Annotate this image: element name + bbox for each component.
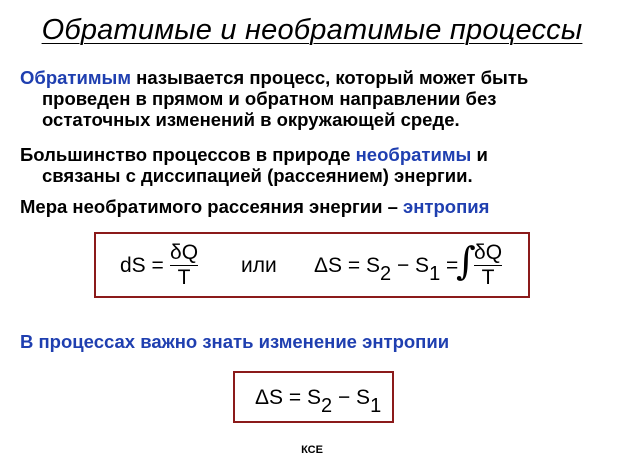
slide-title: Обратимые и необратимые процессы (41, 14, 583, 46)
fraction-numerator-2: δQ (474, 241, 503, 264)
formula-box-entropy-change (233, 371, 394, 423)
formula-delta-s-2 (255, 386, 382, 417)
fraction-numerator: δQ (170, 241, 199, 264)
subscript-1: 1 (429, 263, 441, 285)
formula-ds-lhs: dS = (120, 254, 164, 277)
fraction-denominator: T (177, 266, 191, 289)
paragraph-irreversible (20, 144, 610, 186)
fraction-denominator-2: T (481, 266, 495, 289)
term-entropy: энтропия (403, 196, 490, 217)
term-reversible: Обратимым (20, 67, 132, 88)
formula-equals: = (440, 254, 459, 277)
integral-sign: ∫ (456, 239, 476, 283)
subscript-2: 2 (379, 263, 392, 285)
formula2-subscript-1: 1 (370, 395, 382, 417)
paragraph-reversible-text-1: называется процесс, который может быть (131, 67, 529, 88)
formula2-subscript-2: 2 (320, 395, 333, 417)
formula-box-entropy-definition (94, 232, 530, 298)
footer-label: КСЕ (301, 444, 323, 456)
paragraph-entropy-change: В процессах важно знать изменение энтропии (20, 331, 450, 352)
term-irreversible: необратимы (355, 144, 472, 165)
fraction-dq-over-t (170, 242, 198, 289)
paragraph-reversible-text-2: проведен в прямом и обратном направлении без (42, 88, 497, 109)
formula2-lhs: ΔS = S (255, 386, 321, 409)
formula2-minus-s: − S (332, 386, 371, 409)
paragraph-reversible-text-3: остаточных изменений в окружающей среде. (42, 109, 460, 130)
formula-delta-s-lhs: ΔS = S (314, 254, 380, 277)
formula-or-label: или (241, 254, 277, 277)
paragraph-entropy-measure (20, 196, 610, 217)
paragraph-irreversible-text-2: связаны с диссипацией (рассеянием) энергии. (42, 165, 473, 186)
paragraph-reversible (20, 67, 610, 130)
fraction-dq-over-t-integral (474, 242, 502, 289)
paragraph-entropy-start: Мера необратимого рассеяния энергии – (20, 196, 404, 217)
formula-minus-s: − S (391, 254, 430, 277)
paragraph-irreversible-end: и (471, 144, 488, 165)
paragraph-irreversible-start: Большинство процессов в природе (20, 144, 356, 165)
formula-delta-s (314, 254, 459, 285)
